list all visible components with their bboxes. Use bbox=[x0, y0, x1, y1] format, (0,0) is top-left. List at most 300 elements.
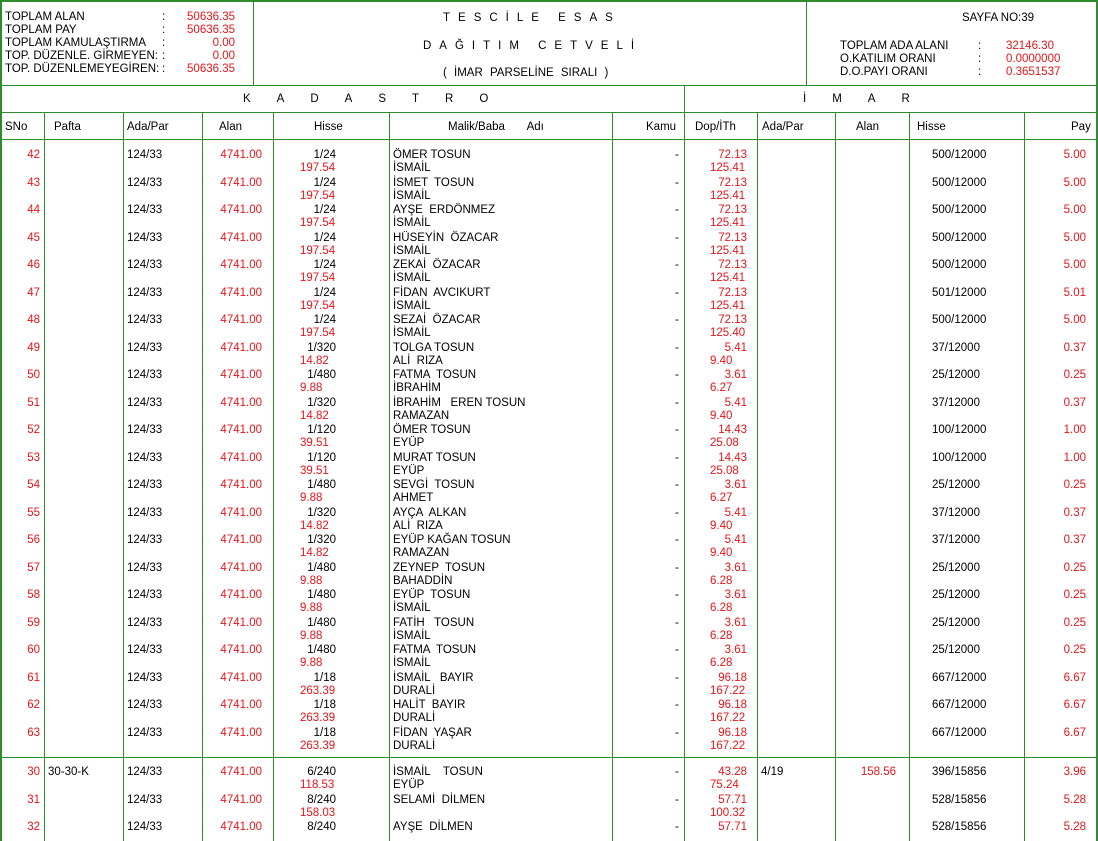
row-imar-hisse: 500/12000 bbox=[932, 314, 987, 326]
row-kamu: - bbox=[675, 671, 679, 684]
row-baba: DURALİ bbox=[393, 712, 436, 724]
row-baba: EYÜP bbox=[393, 464, 425, 477]
row-hisse-area: 158.03 bbox=[300, 806, 336, 819]
row-baba: DURALİ bbox=[393, 739, 436, 752]
summary-colon: : bbox=[162, 50, 166, 62]
column-header: Alan bbox=[856, 121, 880, 133]
row-hisse-area: 197.54 bbox=[300, 217, 336, 229]
row-hisse: 1/120 bbox=[307, 451, 336, 464]
row-dop-ith: 6.28 bbox=[710, 574, 733, 587]
row-dop-ith: 125.41 bbox=[710, 189, 746, 202]
row-alan: 4741.00 bbox=[220, 341, 262, 354]
row-kamu: - bbox=[675, 726, 679, 739]
row-pay: 5.00 bbox=[1063, 149, 1086, 161]
summary-value: 50636.35 bbox=[187, 63, 235, 75]
row-hisse-area: 197.54 bbox=[300, 162, 336, 174]
row-dop: 72.13 bbox=[718, 176, 747, 189]
column-header: Ada/Par bbox=[127, 121, 169, 133]
row-malik: SELAMİ DİLMEN bbox=[393, 793, 486, 806]
row-dop-ith: 167.22 bbox=[710, 739, 746, 752]
row-hisse: 1/18 bbox=[313, 699, 336, 711]
row-alan: 4741.00 bbox=[220, 699, 262, 711]
doc-title-line3: ( İMAR PARSELİNE SIRALI ) bbox=[443, 67, 609, 79]
row-pay: 5.00 bbox=[1063, 314, 1086, 326]
summary-label: TOPLAM PAY bbox=[5, 24, 77, 36]
summary-colon: : bbox=[162, 63, 166, 75]
row-alan: 4741.00 bbox=[220, 534, 262, 546]
row-hisse: 1/120 bbox=[307, 424, 336, 436]
row-pay: 5.00 bbox=[1063, 176, 1086, 189]
row-hisse-area: 263.39 bbox=[300, 712, 336, 724]
row-imar-hisse: 500/12000 bbox=[932, 259, 987, 271]
row-baba: BAHADDİN bbox=[393, 574, 453, 587]
row-pay: 5.28 bbox=[1063, 793, 1086, 806]
row-dop-ith: 125.41 bbox=[710, 217, 746, 229]
column-header: Pafta bbox=[54, 121, 81, 133]
row-adapar: 124/33 bbox=[127, 149, 163, 161]
row-kamu: - bbox=[675, 699, 679, 711]
row-hisse: 1/24 bbox=[313, 314, 336, 326]
summary-right-value: 0.3651537 bbox=[1006, 66, 1061, 78]
row-malik: ÖMER TOSUN bbox=[393, 424, 471, 436]
row-baba: İSMAİL bbox=[393, 162, 431, 174]
summary-value: 0.00 bbox=[212, 37, 235, 49]
row-alan: 4741.00 bbox=[220, 506, 262, 519]
row-alan: 4741.00 bbox=[220, 424, 262, 436]
column-header: Ada/Par bbox=[762, 121, 804, 133]
column-header-line bbox=[0, 139, 1098, 140]
column-header: Hisse bbox=[314, 121, 343, 133]
row-sno: 44 bbox=[27, 204, 40, 216]
row-malik: TOLGA TOSUN bbox=[393, 341, 475, 354]
summary-value: 50636.35 bbox=[187, 24, 235, 36]
row-alan: 4741.00 bbox=[220, 204, 262, 216]
row-hisse: 1/320 bbox=[307, 506, 336, 519]
row-alan: 4741.00 bbox=[220, 259, 262, 271]
summary-right-colon: : bbox=[978, 66, 982, 78]
row-sno: 63 bbox=[27, 726, 40, 739]
row-malik: İSMAİL TOSUN bbox=[393, 766, 483, 778]
section-kadastro: KADASTRO bbox=[243, 93, 515, 105]
row-hisse: 6/240 bbox=[307, 766, 336, 778]
row-hisse-area: 9.88 bbox=[300, 629, 323, 642]
summary-label: TOPLAM KAMULAŞTIRMA bbox=[5, 37, 147, 49]
row-malik: FİDAN YAŞAR bbox=[393, 726, 472, 739]
row-dop: 96.18 bbox=[718, 671, 747, 684]
row-dop: 96.18 bbox=[718, 699, 747, 711]
row-dop: 5.41 bbox=[724, 341, 747, 354]
row-adapar: 124/33 bbox=[127, 479, 163, 491]
row-sno: 59 bbox=[27, 616, 40, 629]
row-dop: 72.13 bbox=[718, 314, 747, 326]
row-kamu: - bbox=[675, 766, 679, 778]
row-dop-ith: 6.28 bbox=[710, 629, 733, 642]
row-alan: 4741.00 bbox=[220, 793, 262, 806]
row-hisse: 1/24 bbox=[313, 231, 336, 244]
row-hisse-area: 39.51 bbox=[300, 464, 329, 477]
row-hisse: 1/24 bbox=[313, 286, 336, 299]
column-divider bbox=[1024, 112, 1025, 841]
row-malik: EYÜP KAĞAN TOSUN bbox=[393, 534, 511, 546]
row-dop: 5.41 bbox=[724, 534, 747, 546]
row-kamu: - bbox=[675, 793, 679, 806]
row-dop: 5.41 bbox=[724, 396, 747, 409]
row-sno: 51 bbox=[27, 396, 40, 409]
row-malik: EYÜP TOSUN bbox=[393, 589, 471, 601]
row-dop: 57.71 bbox=[718, 821, 747, 833]
row-malik: SEVGİ TOSUN bbox=[393, 479, 475, 491]
column-divider bbox=[389, 112, 390, 841]
row-baba: İSMAİL bbox=[393, 272, 431, 284]
row-hisse: 1/480 bbox=[307, 644, 336, 656]
row-baba: İSMAİL bbox=[393, 299, 431, 312]
row-hisse: 1/480 bbox=[307, 589, 336, 601]
row-pay: 6.67 bbox=[1063, 726, 1086, 739]
row-dop: 3.61 bbox=[724, 561, 747, 574]
summary-colon: : bbox=[162, 37, 166, 49]
row-adapar: 124/33 bbox=[127, 534, 163, 546]
row-dop-ith: 125.41 bbox=[710, 244, 746, 257]
summary-colon: : bbox=[162, 11, 166, 23]
row-imar-hisse: 500/12000 bbox=[932, 176, 987, 189]
row-pay: 0.37 bbox=[1063, 396, 1086, 409]
row-malik: AYÇA ALKAN bbox=[393, 506, 467, 519]
row-alan: 4741.00 bbox=[220, 451, 262, 464]
row-pay: 0.25 bbox=[1063, 561, 1086, 574]
row-sno: 56 bbox=[27, 534, 40, 546]
row-sno: 61 bbox=[27, 671, 40, 684]
row-dop: 72.13 bbox=[718, 231, 747, 244]
row-sno: 32 bbox=[27, 821, 40, 833]
row-dop-ith: 167.22 bbox=[710, 684, 746, 697]
row-alan: 4741.00 bbox=[220, 231, 262, 244]
summary-right-colon: : bbox=[978, 53, 982, 65]
row-kamu: - bbox=[675, 341, 679, 354]
row-dop-ith: 25.08 bbox=[710, 464, 739, 477]
row-dop-ith: 6.28 bbox=[710, 602, 733, 614]
row-adapar: 124/33 bbox=[127, 726, 163, 739]
row-malik: HÜSEYİN ÖZACAR bbox=[393, 231, 499, 244]
row-imar-hisse: 528/15856 bbox=[932, 793, 987, 806]
row-adapar: 124/33 bbox=[127, 644, 163, 656]
row-pay: 6.67 bbox=[1063, 699, 1086, 711]
row-imar-hisse: 100/12000 bbox=[932, 451, 987, 464]
row-imar-hisse: 667/12000 bbox=[932, 726, 987, 739]
row-sno: 49 bbox=[27, 341, 40, 354]
row-sno: 60 bbox=[27, 644, 40, 656]
summary-right-label: O.KATILIM ORANI bbox=[840, 53, 936, 65]
row-pay: 1.00 bbox=[1063, 451, 1086, 464]
column-header: Malik/Baba Adı bbox=[448, 121, 544, 133]
row-adapar: 124/33 bbox=[127, 766, 163, 778]
column-header: Hisse bbox=[917, 121, 946, 133]
row-kamu: - bbox=[675, 616, 679, 629]
row-malik: HALİT BAYIR bbox=[393, 699, 466, 711]
row-hisse: 1/18 bbox=[313, 726, 336, 739]
row-pay: 0.37 bbox=[1063, 506, 1086, 519]
row-sno: 47 bbox=[27, 286, 40, 299]
row-baba: AHMET bbox=[393, 492, 434, 504]
row-imar-hisse: 500/12000 bbox=[932, 204, 987, 216]
row-dop-ith: 100.32 bbox=[710, 806, 746, 819]
frame-left bbox=[0, 0, 2, 841]
row-imar-hisse: 500/12000 bbox=[932, 149, 987, 161]
row-malik: ÖMER TOSUN bbox=[393, 149, 471, 161]
row-malik: İSMET TOSUN bbox=[393, 176, 475, 189]
row-adapar: 124/33 bbox=[127, 176, 163, 189]
doc-title-line2: DAĞITIM CETVELİ bbox=[423, 40, 643, 52]
row-hisse-area: 197.54 bbox=[300, 189, 336, 202]
row-baba: İSMAİL bbox=[393, 327, 431, 339]
row-imar-hisse: 25/12000 bbox=[932, 479, 980, 491]
row-adapar: 124/33 bbox=[127, 793, 163, 806]
row-dop: 72.13 bbox=[718, 204, 747, 216]
row-baba: EYÜP bbox=[393, 437, 425, 449]
row-hisse-area: 263.39 bbox=[300, 739, 336, 752]
row-malik: MURAT TOSUN bbox=[393, 451, 476, 464]
row-adapar: 124/33 bbox=[127, 286, 163, 299]
row-kamu: - bbox=[675, 149, 679, 161]
row-hisse: 1/24 bbox=[313, 176, 336, 189]
row-hisse-area: 9.88 bbox=[300, 382, 323, 394]
row-baba: RAMAZAN bbox=[393, 409, 450, 422]
column-divider bbox=[757, 112, 758, 841]
row-alan: 4741.00 bbox=[220, 616, 262, 629]
row-malik: FATİH TOSUN bbox=[393, 616, 475, 629]
row-hisse-area: 9.88 bbox=[300, 492, 323, 504]
row-adapar: 124/33 bbox=[127, 589, 163, 601]
row-dop: 43.28 bbox=[718, 766, 747, 778]
row-malik: SEZAİ ÖZACAR bbox=[393, 314, 481, 326]
summary-right-value: 0.0000000 bbox=[1006, 53, 1061, 65]
row-dop-ith: 25.08 bbox=[710, 437, 739, 449]
row-malik: FİDAN AVCIKURT bbox=[393, 286, 491, 299]
row-malik: FATMA TOSUN bbox=[393, 644, 477, 656]
row-dop: 3.61 bbox=[724, 589, 747, 601]
row-malik: ZEKAİ ÖZACAR bbox=[393, 259, 481, 271]
row-dop: 14.43 bbox=[718, 424, 747, 436]
row-imar-hisse: 25/12000 bbox=[932, 369, 980, 381]
row-hisse-area: 14.82 bbox=[300, 547, 329, 559]
row-hisse-area: 263.39 bbox=[300, 684, 336, 697]
column-divider bbox=[612, 112, 613, 841]
row-adapar: 124/33 bbox=[127, 671, 163, 684]
row-hisse: 8/240 bbox=[307, 821, 336, 833]
row-baba: İSMAİL bbox=[393, 244, 431, 257]
column-divider bbox=[123, 112, 124, 841]
row-imar-hisse: 500/12000 bbox=[932, 231, 987, 244]
row-hisse-area: 197.54 bbox=[300, 272, 336, 284]
row-imar-hisse: 37/12000 bbox=[932, 396, 980, 409]
row-imar-hisse: 25/12000 bbox=[932, 589, 980, 601]
summary-right-label: TOPLAM ADA ALANI bbox=[840, 40, 949, 52]
row-hisse: 1/18 bbox=[313, 671, 336, 684]
header-divider-1 bbox=[253, 0, 254, 85]
row-dop-ith: 125.41 bbox=[710, 299, 746, 312]
row-dop: 72.13 bbox=[718, 259, 747, 271]
row-alan: 4741.00 bbox=[220, 176, 262, 189]
row-dop-ith: 9.40 bbox=[710, 354, 733, 367]
row-kamu: - bbox=[675, 231, 679, 244]
summary-right-label: D.O.PAYI ORANI bbox=[840, 66, 928, 78]
row-sno: 55 bbox=[27, 506, 40, 519]
row-kamu: - bbox=[675, 451, 679, 464]
row-imar-hisse: 100/12000 bbox=[932, 424, 987, 436]
row-adapar: 124/33 bbox=[127, 231, 163, 244]
row-dop-ith: 6.28 bbox=[710, 657, 733, 669]
row-sno: 57 bbox=[27, 561, 40, 574]
row-imar-hisse: 528/15856 bbox=[932, 821, 987, 833]
row-alan: 4741.00 bbox=[220, 396, 262, 409]
column-header: SNo bbox=[5, 121, 28, 133]
row-hisse: 1/320 bbox=[307, 341, 336, 354]
row-malik: AYŞE ERDÖNMEZ bbox=[393, 204, 496, 216]
row-malik: ZEYNEP TOSUN bbox=[393, 561, 486, 574]
row-alan: 4741.00 bbox=[220, 561, 262, 574]
row-sno: 48 bbox=[27, 314, 40, 326]
row-adapar: 124/33 bbox=[127, 561, 163, 574]
row-adapar: 124/33 bbox=[127, 341, 163, 354]
row-pay: 6.67 bbox=[1063, 671, 1086, 684]
row-kamu: - bbox=[675, 396, 679, 409]
row-sno: 50 bbox=[27, 369, 40, 381]
row-imar-hisse: 667/12000 bbox=[932, 671, 987, 684]
row-pay: 5.01 bbox=[1063, 286, 1086, 299]
row-hisse-area: 197.54 bbox=[300, 244, 336, 257]
row-pay: 0.25 bbox=[1063, 479, 1086, 491]
row-kamu: - bbox=[675, 286, 679, 299]
row-dop: 72.13 bbox=[718, 149, 747, 161]
row-alan: 4741.00 bbox=[220, 644, 262, 656]
row-adapar: 124/33 bbox=[127, 314, 163, 326]
summary-label: TOPLAM ALAN bbox=[5, 11, 85, 23]
row-adapar: 124/33 bbox=[127, 699, 163, 711]
row-baba: EYÜP bbox=[393, 779, 425, 791]
row-hisse-area: 14.82 bbox=[300, 354, 329, 367]
row-hisse-area: 9.88 bbox=[300, 574, 323, 587]
row-dop: 3.61 bbox=[724, 616, 747, 629]
row-sno: 42 bbox=[27, 149, 40, 161]
row-dop-ith: 167.22 bbox=[710, 712, 746, 724]
row-pay: 0.37 bbox=[1063, 341, 1086, 354]
row-hisse-area: 9.88 bbox=[300, 657, 323, 669]
row-hisse: 1/320 bbox=[307, 396, 336, 409]
row-hisse: 8/240 bbox=[307, 793, 336, 806]
row-hisse: 1/480 bbox=[307, 369, 336, 381]
row-hisse: 1/24 bbox=[313, 204, 336, 216]
header-divider-2 bbox=[806, 0, 807, 85]
row-imar-hisse: 37/12000 bbox=[932, 534, 980, 546]
summary-value: 50636.35 bbox=[187, 11, 235, 23]
row-pay: 0.25 bbox=[1063, 644, 1086, 656]
row-pay: 0.25 bbox=[1063, 369, 1086, 381]
row-dop-ith: 6.27 bbox=[710, 382, 733, 394]
row-kamu: - bbox=[675, 369, 679, 381]
row-dop-ith: 9.40 bbox=[710, 409, 733, 422]
row-hisse-area: 118.53 bbox=[300, 779, 335, 791]
row-imar-hisse: 667/12000 bbox=[932, 699, 987, 711]
doc-title-line1: TESCİLE ESAS bbox=[443, 12, 621, 24]
row-sno: 54 bbox=[27, 479, 40, 491]
row-dop: 72.13 bbox=[718, 286, 747, 299]
row-hisse: 1/480 bbox=[307, 561, 336, 574]
row-kamu: - bbox=[675, 506, 679, 519]
row-sno: 62 bbox=[27, 699, 40, 711]
row-dop: 14.43 bbox=[718, 451, 747, 464]
row-adapar: 124/33 bbox=[127, 369, 163, 381]
row-dop: 96.18 bbox=[718, 726, 747, 739]
row-hisse: 1/24 bbox=[313, 259, 336, 271]
row-kamu: - bbox=[675, 204, 679, 216]
row-pay: 3.96 bbox=[1063, 766, 1086, 778]
row-dop-ith: 6.27 bbox=[710, 492, 733, 504]
row-sno: 58 bbox=[27, 589, 40, 601]
row-adapar: 124/33 bbox=[127, 451, 163, 464]
row-adapar: 124/33 bbox=[127, 396, 163, 409]
row-baba: İSMAİL bbox=[393, 217, 431, 229]
row-dop-ith: 125.40 bbox=[710, 327, 746, 339]
row-dop: 3.61 bbox=[724, 369, 747, 381]
row-alan: 4741.00 bbox=[220, 821, 262, 833]
row-hisse: 1/320 bbox=[307, 534, 336, 546]
summary-colon: : bbox=[162, 24, 166, 36]
row-sno: 30 bbox=[27, 766, 40, 778]
row-imar-alan: 158.56 bbox=[860, 766, 896, 778]
row-pay: 0.25 bbox=[1063, 616, 1086, 629]
summary-label: TOP. DÜZENLE. GİRMEYEN: bbox=[5, 50, 158, 62]
summary-value: 0.00 bbox=[212, 50, 235, 62]
row-hisse: 1/24 bbox=[313, 149, 336, 161]
row-baba: ALİ RIZA bbox=[393, 354, 443, 367]
row-kamu: - bbox=[675, 644, 679, 656]
row-pay: 0.37 bbox=[1063, 534, 1086, 546]
row-imar-hisse: 37/12000 bbox=[932, 341, 980, 354]
row-dop-ith: 125.41 bbox=[710, 162, 746, 174]
row-adapar: 124/33 bbox=[127, 259, 163, 271]
row-alan: 4741.00 bbox=[220, 286, 262, 299]
row-imar-hisse: 25/12000 bbox=[932, 644, 980, 656]
row-alan: 4741.00 bbox=[220, 479, 262, 491]
row-alan: 4741.00 bbox=[220, 726, 262, 739]
row-adapar: 124/33 bbox=[127, 506, 163, 519]
column-divider bbox=[909, 112, 910, 841]
row-malik: AYŞE DİLMEN bbox=[393, 821, 473, 833]
row-imar-hisse: 25/12000 bbox=[932, 616, 980, 629]
row-imar-hisse: 501/12000 bbox=[932, 286, 987, 299]
column-divider bbox=[44, 112, 45, 841]
row-sno: 52 bbox=[27, 424, 40, 436]
row-malik: İBRAHİM EREN TOSUN bbox=[393, 396, 526, 409]
row-hisse-area: 197.54 bbox=[300, 299, 336, 312]
row-baba: DURALİ bbox=[393, 684, 436, 697]
row-baba: RAMAZAN bbox=[393, 547, 450, 559]
column-header: Pay bbox=[1071, 121, 1091, 133]
row-hisse: 1/480 bbox=[307, 616, 336, 629]
row-baba: İBRAHİM bbox=[393, 382, 441, 394]
row-pay: 5.00 bbox=[1063, 231, 1086, 244]
row-dop: 57.71 bbox=[718, 793, 747, 806]
row-dop: 3.61 bbox=[724, 644, 747, 656]
row-dop-ith: 9.40 bbox=[710, 519, 733, 532]
row-kamu: - bbox=[675, 821, 679, 833]
page-number: SAYFA NO:39 bbox=[962, 12, 1035, 24]
column-divider bbox=[835, 112, 836, 841]
row-alan: 4741.00 bbox=[220, 149, 262, 161]
row-sno: 45 bbox=[27, 231, 40, 244]
row-pay: 0.25 bbox=[1063, 589, 1086, 601]
row-sno: 43 bbox=[27, 176, 40, 189]
section-vertical-divider bbox=[684, 85, 685, 841]
